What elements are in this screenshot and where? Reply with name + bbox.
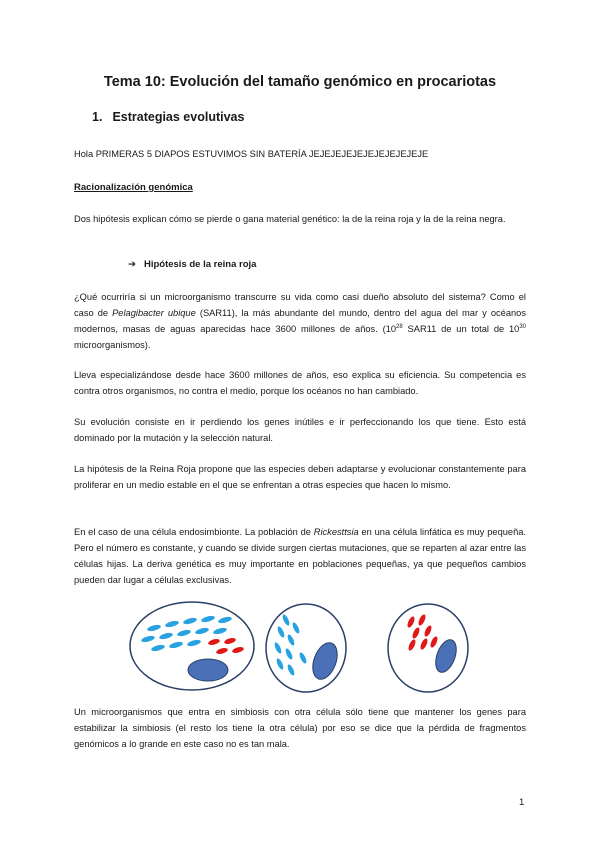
- p1-text-a: ¿Qué ocurriría si un microorganismo transcurre su vida como casi dueño absoluto del sistema? Como el caso de: [74, 292, 526, 318]
- daughter-cell-cyan: [266, 604, 346, 692]
- p5-species: Rickesttsia: [313, 527, 359, 537]
- p5-text-b: en una célula linfática es muy pequeña. Pero el número es constante, y cuando se divide surgen ciertas mutaciones, que se reparten al azar entre las células hijas. La deriva genética es muy importante en poblaciones pequeñas, ya que pequeños cambios pueden dar lugar a células exclusivas.: [74, 527, 526, 585]
- hypothesis-heading: [128, 259, 256, 270]
- note-paragraph: Hola PRIMERAS 5 DIAPOS ESTUVIMOS SIN BATERÍA JEJEJEJEJEJEJEJEJEJEJE: [74, 149, 429, 159]
- cell-division-figure: [128, 598, 480, 694]
- p5-text-a: En el caso de una célula endosimbionte. La población de: [74, 527, 314, 537]
- page-number: 1: [519, 797, 525, 808]
- page-title: Tema 10: Evolución del tamaño genómico en procariotas: [103, 74, 497, 90]
- intro-paragraph: Dos hipótesis explican cómo se pierde o gana material genético: la de la reina roja y la de la reina negra.: [74, 214, 506, 224]
- paragraph-4: La hipótesis de la Reina Roja propone que las especies deben adaptarse y evolucionar constantemente para proliferar en un medio estable en el que se enfrentan a otras especies que hacen lo mismo.: [74, 464, 526, 490]
- mother-cell: [130, 602, 254, 690]
- p1-text-d: microorganismos).: [74, 340, 151, 350]
- paragraph-2: Lleva especializándose desde hace 3600 millones de años, eso explica su eficiencia. Su competencia es contra otros organismos, no contra el medio, porque los océanos no han cambiado.: [74, 370, 526, 396]
- paragraph-1: [74, 289, 526, 353]
- p1-exponent-2: 30: [519, 324, 526, 330]
- subheading: Racionalización genómica: [74, 182, 193, 193]
- section-heading: [92, 110, 244, 124]
- section-number: 1.: [92, 110, 103, 124]
- p1-text-b: (SAR11), la más abundante del mundo, dentro del agua del mar y océanos modernos, masas de aguas aparecidas hace 3600 millones de años. (10: [74, 308, 526, 334]
- p1-text-c: SAR11 de un total de 10: [402, 324, 520, 334]
- p1-exponent-1: 28: [396, 324, 403, 330]
- hypothesis-label: Hipótesis de la reina roja: [143, 259, 257, 270]
- arrow-icon: ➔: [128, 259, 136, 270]
- paragraph-5: [74, 524, 526, 588]
- p1-species: Pelagibacter ubique: [112, 308, 196, 318]
- paragraph-3: Su evolución consiste en ir perdiendo los genes inútiles e ir perfeccionando los que tiene. Esto está dominado por la mutación y la selección natural.: [74, 417, 526, 443]
- daughter-cell-red: [388, 604, 468, 692]
- paragraph-6: Un microorganismos que entra en simbiosis con otra célula sólo tiene que mantener los genes para estabilizar la simbiosis (el resto los tiene la otra célula) por eso se dice que la pérdida de fragmentos genómicos a lo grande en este caso no es tan mala.: [74, 707, 526, 749]
- section-label: Estrategias evolutivas: [112, 110, 245, 124]
